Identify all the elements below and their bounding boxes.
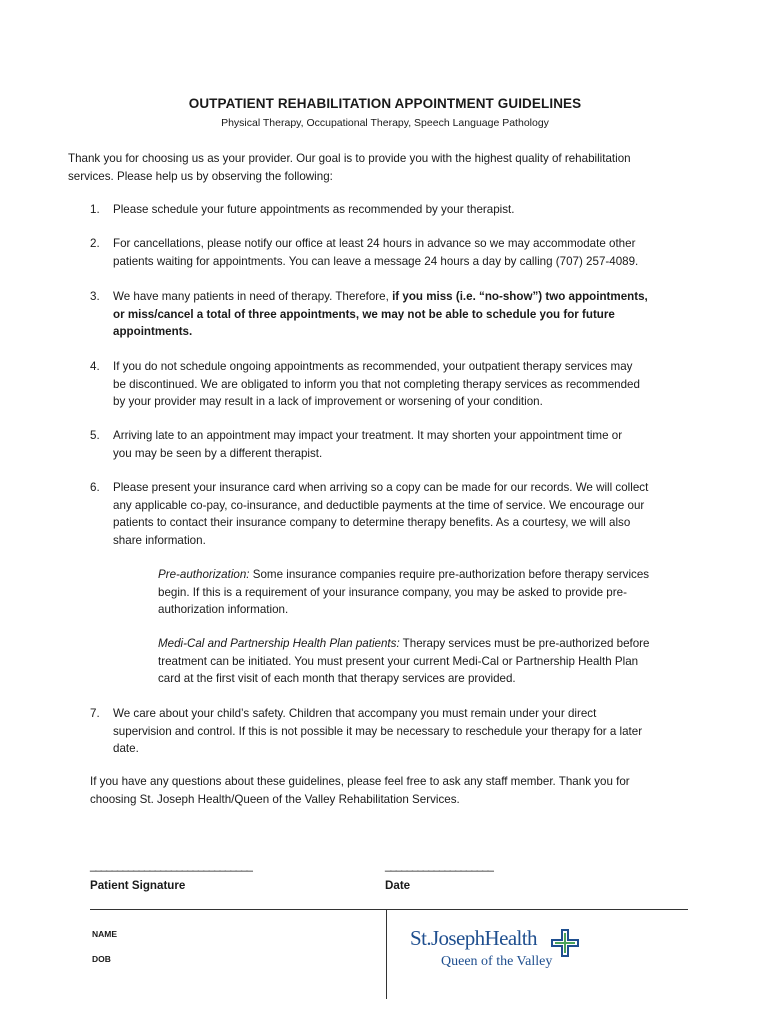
intro-paragraph <box>68 150 708 185</box>
item-number: 5. <box>90 429 100 442</box>
cross-logo-icon <box>550 928 580 958</box>
date-line[interactable]: ____________________ <box>385 860 493 872</box>
item-line: patients to contact their insurance company to determine therapy benefits. As a courtesy, we will also <box>113 516 631 529</box>
st-joseph-health-logo <box>410 926 590 976</box>
document-subtitle: Physical Therapy, Occupational Therapy, Speech Language Pathology <box>221 117 549 129</box>
patient-signature-label: Patient Signature <box>90 879 186 892</box>
item-line: treatment can be initiated. You must present your current Medi-Cal or Partnership Health Plan <box>158 654 639 668</box>
item-line: Please present your insurance card when arriving so a copy can be made for our records. We will collect <box>113 481 649 494</box>
item-line <box>113 288 705 306</box>
note-text: Therapy services must be pre-authorized before <box>399 637 650 650</box>
item-text <box>113 705 705 758</box>
item-text <box>113 479 705 549</box>
note-label: Pre-authorization: <box>158 568 250 581</box>
medi-cal-note <box>158 635 708 688</box>
item-line: If you do not schedule ongoing appointments as recommended, your outpatient therapy services may <box>113 360 633 373</box>
item-bold-text: appointments. <box>113 325 193 338</box>
item-line: Arriving late to an appointment may impact your treatment. It may shorten your appointment time or <box>113 429 623 442</box>
dob-label: DOB <box>92 954 111 964</box>
item-line <box>113 306 705 324</box>
patient-signature-line[interactable]: ______________________________ <box>90 860 252 872</box>
item-text <box>113 235 705 270</box>
item-line: authorization information. <box>158 603 289 616</box>
item-line: For cancellations, please notify our office at least 24 hours in advance so we may accommodate other <box>113 237 636 250</box>
item-text <box>113 358 705 411</box>
intro-line: Thank you for choosing us as your provider. Our goal is to provide you with the highest quality of rehabilitation <box>68 152 631 165</box>
footer-vertical-divider <box>386 909 387 999</box>
name-label: NAME <box>92 929 118 939</box>
item-bold-text: if you miss (i.e. “no-show”) two appointments, <box>392 290 648 303</box>
item-line: We care about your child’s safety. Children that accompany you must remain under your direct <box>113 707 597 720</box>
closing-line: If you have any questions about these guidelines, please feel free to ask any staff member. Thank you for <box>90 775 630 788</box>
item-line <box>158 566 708 584</box>
item-number: 3. <box>90 290 100 303</box>
note-text: Some insurance companies require pre-authorization before therapy services <box>249 568 650 581</box>
item-number: 6. <box>90 481 100 494</box>
item-line: date. <box>113 742 139 755</box>
footer-divider <box>90 909 688 910</box>
item-line <box>158 635 708 653</box>
item-number: 4. <box>90 360 100 373</box>
closing-paragraph <box>90 773 710 808</box>
note-label: Medi-Cal and Partnership Health Plan patients: <box>158 637 400 650</box>
item-number: 1. <box>90 203 100 216</box>
item-line: patients waiting for appointments. You can leave a message 24 hours a day by calling (707) 257-4089. <box>113 254 639 268</box>
item-line: begin. If this is a requirement of your insurance company, you may be asked to provide pre- <box>158 585 627 599</box>
item-line: be discontinued. We are obligated to inform you that not completing therapy services as recommended <box>113 377 640 391</box>
item-line: any applicable co-pay, co-insurance, and deductible payments at the time of service. We encourage our <box>113 498 645 512</box>
logo-name: St.JosephHealth <box>410 926 537 950</box>
date-label: Date <box>385 879 411 892</box>
item-line: by your provider may result in a lack of improvement or worsening of your condition. <box>113 395 543 408</box>
item-line: you may be seen by a different therapist. <box>113 446 323 460</box>
item-number: 2. <box>90 237 100 250</box>
item-line <box>113 323 705 341</box>
preauthorization-note <box>158 566 708 619</box>
item-text <box>113 427 705 462</box>
closing-line: choosing St. Joseph Health/Queen of the Valley Rehabilitation Services. <box>90 792 460 806</box>
item-text: Please schedule your future appointments as recommended by your therapist. <box>113 203 515 216</box>
item-line: supervision and control. If this is not possible it may be necessary to reschedule your therapy for a later <box>113 724 643 738</box>
item-number: 7. <box>90 707 100 720</box>
item-line: card at the first visit of each month that therapy services are provided. <box>158 672 516 685</box>
document-title: OUTPATIENT REHABILITATION APPOINTMENT GUIDELINES <box>188 96 582 111</box>
logo-subtitle: Queen of the Valley <box>441 954 553 969</box>
item-lead-text: We have many patients in need of therapy. Therefore, <box>113 290 393 303</box>
item-text <box>113 288 705 341</box>
item-bold-text: or miss/cancel a total of three appointments, we may not be able to schedule you for future <box>113 307 615 321</box>
item-line: share information. <box>113 533 206 547</box>
intro-line: services. Please help us by observing the following: <box>68 169 333 183</box>
